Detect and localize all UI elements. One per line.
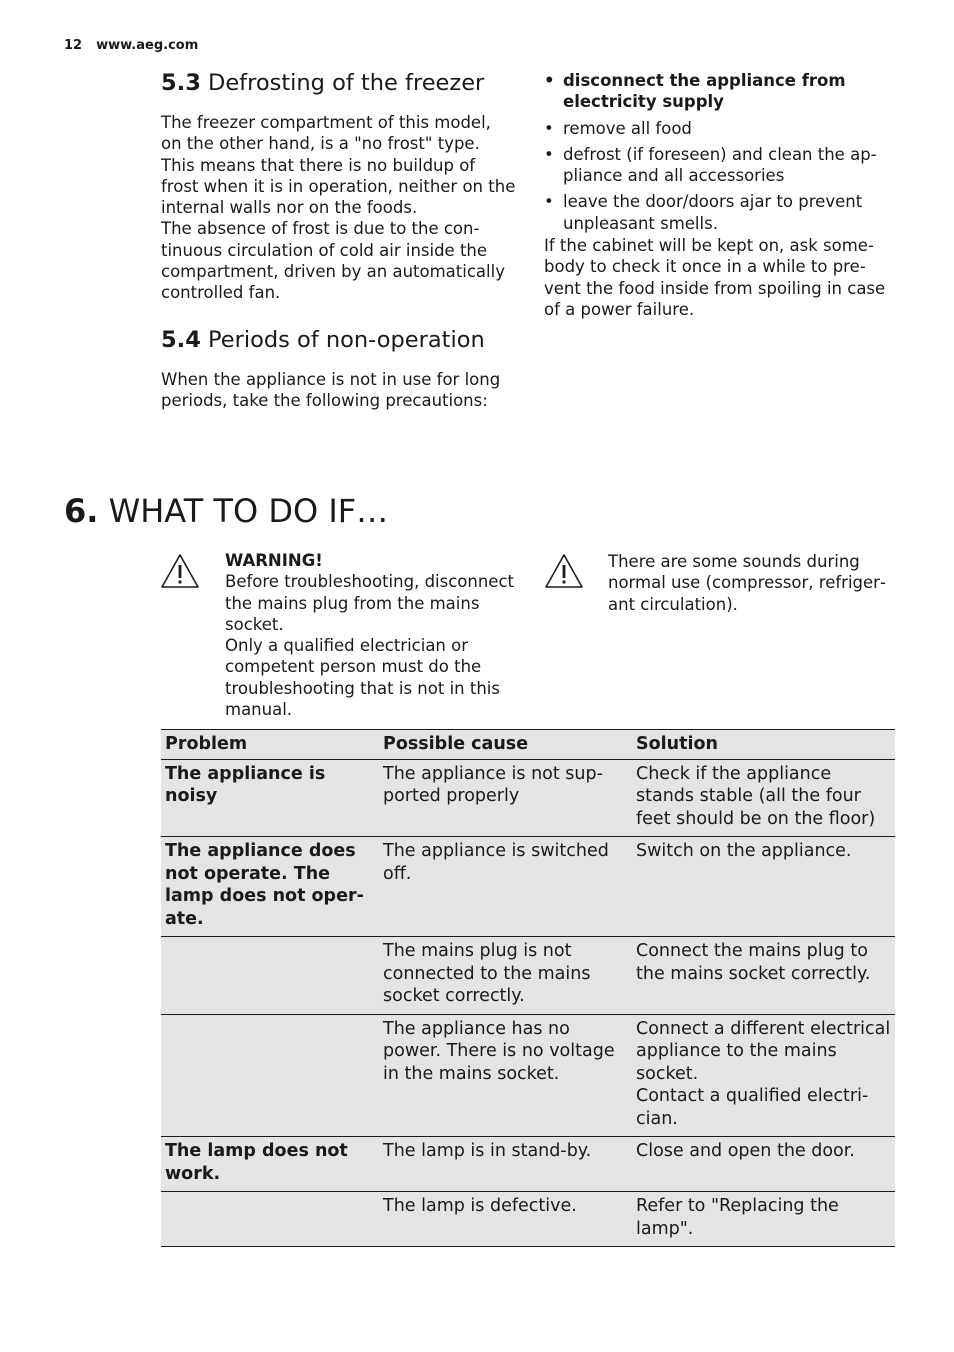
section-6-title: WHAT TO DO IF… bbox=[108, 492, 389, 530]
warning-triangle-icon bbox=[544, 553, 584, 589]
problem-cell bbox=[161, 1014, 379, 1137]
list-item: • disconnect the appliance from electricity supply bbox=[544, 70, 894, 113]
section-5-4-body: When the appliance is not in use for long periods, take the following precautions: bbox=[161, 370, 501, 411]
section-5-4-heading bbox=[161, 327, 485, 353]
section-5-3-number: 5.3 bbox=[161, 70, 201, 96]
cause-cell: The lamp is defective. bbox=[379, 1192, 632, 1247]
problem-cell: The lamp does not work. bbox=[161, 1137, 379, 1192]
solution-cell: Connect the mains plug to the mains socket correctly. bbox=[632, 937, 895, 1015]
cause-cell: The appliance is switched off. bbox=[379, 837, 632, 937]
section-6-heading bbox=[64, 492, 388, 530]
cause-cell: The mains plug is not connected to the mains socket correctly. bbox=[379, 937, 632, 1015]
warning-block bbox=[225, 550, 520, 720]
precautions-list bbox=[544, 70, 894, 234]
section-5-3-heading bbox=[161, 70, 484, 96]
section-6-number: 6. bbox=[64, 492, 99, 530]
table-row bbox=[161, 759, 895, 837]
problem-cell: The appliance is noisy bbox=[161, 759, 379, 837]
list-item: • remove all food bbox=[544, 118, 894, 139]
section-5-4-number: 5.4 bbox=[161, 327, 201, 353]
solution-cell: Check if the appliance stands stable (all the four feet should be on the floor) bbox=[632, 759, 895, 837]
section-5-3-body: The freezer compartment of this model, on the other hand, is a "no frost" type. This means that there is no buildup of frost when it is in operation, neither on the internal walls nor on the foods. The absence of frost is due to the continuous circulation of cold air inside the compartment, driven by an automatically controlled fan. bbox=[161, 113, 516, 303]
problem-cell bbox=[161, 937, 379, 1015]
table-row bbox=[161, 837, 895, 937]
section-5-4-title: Periods of non-operation bbox=[208, 327, 485, 353]
solution-cell: Refer to "Replacing the lamp". bbox=[632, 1192, 895, 1247]
cause-cell: The lamp is in stand-by. bbox=[379, 1137, 632, 1192]
table-row bbox=[161, 1137, 895, 1192]
solution-cell: Close and open the door. bbox=[632, 1137, 895, 1192]
column-header-cause: Possible cause bbox=[379, 730, 632, 760]
table-row bbox=[161, 1192, 895, 1247]
problem-cell bbox=[161, 1192, 379, 1247]
list-item: • defrost (if foreseen) and clean the appliance and all accessories bbox=[544, 144, 894, 187]
warning-text: Before troubleshooting, disconnect the mains plug from the mains socket. Only a qualified electrician or competent person must do the troubleshooting that is not in this manual. bbox=[225, 572, 514, 720]
page-number: 12 bbox=[64, 38, 83, 53]
cabinet-note: If the cabinet will be kept on, ask somebody to check it once in a while to prevent the food inside from spoiling in case of a power failure. bbox=[544, 236, 886, 319]
site-url: www.aeg.com bbox=[96, 38, 199, 53]
list-item: • leave the door/doors ajar to prevent unpleasant smells. bbox=[544, 191, 894, 234]
warning-title: WARNING! bbox=[225, 551, 323, 570]
page-header bbox=[64, 38, 212, 53]
column-header-problem: Problem bbox=[161, 730, 379, 760]
table-row bbox=[161, 1014, 895, 1137]
section-5-3-title: Defrosting of the freezer bbox=[208, 70, 485, 96]
table-row bbox=[161, 937, 895, 1015]
warning-triangle-icon bbox=[160, 553, 200, 589]
solution-cell: Connect a different electrical appliance to the mains socket. Contact a qualified electrician. bbox=[632, 1014, 895, 1137]
cause-cell: The appliance has no power. There is no voltage in the mains socket. bbox=[379, 1014, 632, 1137]
troubleshooting-table bbox=[161, 729, 895, 1247]
column-header-solution: Solution bbox=[632, 730, 895, 760]
note-text: There are some sounds during normal use (compressor, refrigerant circulation). bbox=[608, 552, 886, 614]
solution-cell: Switch on the appliance. bbox=[632, 837, 895, 937]
cause-cell: The appliance is not supported properly bbox=[379, 759, 632, 837]
problem-cell: The appliance does not operate. The lamp does not operate. bbox=[161, 837, 379, 937]
table-header-row bbox=[161, 730, 895, 760]
